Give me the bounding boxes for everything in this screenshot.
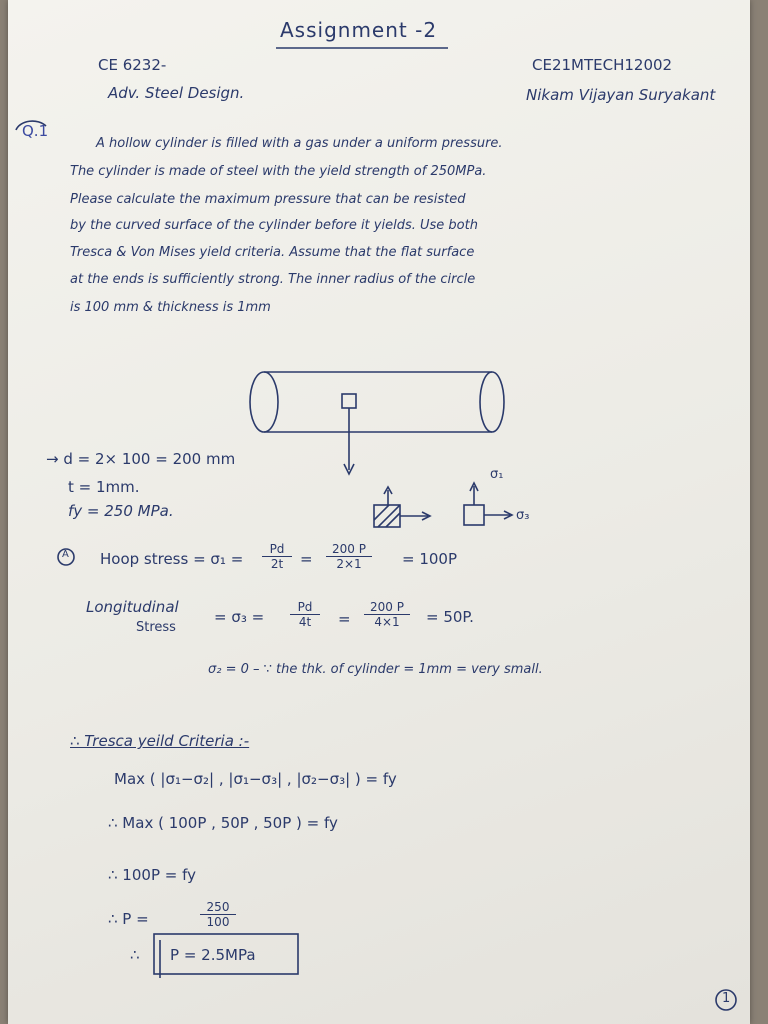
sigma2-line: σ₂ = 0 – ∵ the thk. of cylinder = 1mm = very small.: [208, 662, 543, 677]
sigma1-label: σ₁: [490, 467, 504, 482]
course-code: CE 6232-: [98, 56, 167, 74]
tresca-line-1: Max ( |σ₁−σ₂| , |σ₁−σ₃| , |σ₂−σ₃| ) = fy: [114, 770, 397, 788]
hoop-result: = 100P: [402, 550, 458, 568]
question-line-6: at the ends is sufficiently strong. The inner radius of the circle: [70, 272, 476, 287]
tresca-line-2: ∴ Max ( 100P , 50P , 50P ) = fy: [108, 814, 338, 832]
question-line-2: The cylinder is made of steel with the yield strength of 250MPa.: [70, 164, 487, 179]
longitudinal-fraction-2: $\frac{200 P}{4\times 1}$: [364, 600, 410, 629]
question-line-7: is 100 mm & thickness is 1mm: [70, 300, 271, 315]
longitudinal-label-2: Stress: [136, 620, 176, 635]
question-line-1: A hollow cylinder is filled with a gas under a uniform pressure.: [96, 136, 503, 151]
longitudinal-label-1: Longitudinal: [86, 598, 179, 616]
part-marker: A: [62, 549, 69, 560]
answer-prefix: ∴: [130, 946, 140, 964]
tresca-line-4: ∴ P =: [108, 910, 149, 928]
tresca-heading: ∴ Tresca yeild Criteria :-: [70, 732, 250, 750]
final-answer: P = 2.5MPa: [170, 946, 256, 964]
question-line-4: by the curved surface of the cylinder before it yields. Use both: [70, 218, 478, 233]
question-line-5: Tresca & Von Mises yield criteria. Assume that the flat surface: [70, 245, 475, 260]
assignment-title: Assignment -2: [280, 18, 438, 42]
given-yield-strength: fy = 250 MPa.: [68, 502, 174, 520]
given-diameter: → d = 2× 100 = 200 mm: [46, 450, 236, 468]
hoop-fraction-1: $\frac{Pd}{2t}$: [262, 542, 292, 571]
tresca-line-3: ∴ 100P = fy: [108, 866, 196, 884]
longitudinal-symbol: = σ₃ =: [214, 608, 265, 626]
hoop-fraction-2: $\frac{200 P}{2\times 1}$: [326, 542, 372, 571]
page-number: 1: [722, 991, 731, 1006]
hoop-equals: =: [300, 550, 313, 568]
question-line-3: Please calculate the maximum pressure that can be resisted: [70, 192, 466, 207]
roll-number: CE21MTECH12002: [532, 56, 673, 74]
longitudinal-result: = 50P.: [426, 608, 474, 626]
longitudinal-equals: =: [338, 610, 351, 628]
student-name: Nikam Vijayan Suryakant: [526, 86, 716, 104]
notebook-page: [8, 0, 750, 1024]
question-number: Q.1: [22, 122, 49, 140]
course-name: Adv. Steel Design.: [108, 84, 245, 102]
sigma3-label: σ₃: [516, 508, 530, 523]
hoop-stress-label: Hoop stress = σ₁ =: [100, 550, 244, 568]
tresca-fraction: $\frac{250}{100}$: [200, 900, 236, 929]
longitudinal-fraction-1: $\frac{Pd}{4t}$: [290, 600, 320, 629]
given-thickness: t = 1mm.: [68, 478, 140, 496]
